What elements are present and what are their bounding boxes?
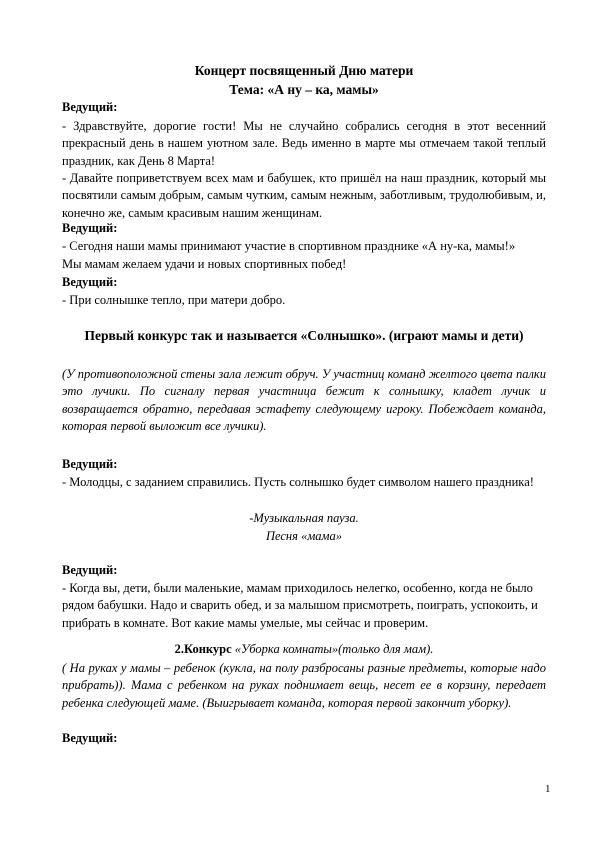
host-label: Ведущий: — [62, 275, 118, 289]
contest-1-host-text: - Молодцы, с заданием справились. Пусть солнышко будет символом нашего праздника! — [62, 475, 534, 489]
intro-paragraph-2: - Давайте поприветствуем всех мам и бабушек, кто пришёл на наш праздник, который мы посвятили самым добрым, самым чутким, самым нежным, заботливым, трудолюбивым, и, конечно же, самым красивым нашим женщинам. — [62, 171, 546, 220]
intro-paragraph-3-line-1: - Сегодня наши мамы принимают участие в спортивном празднике «А ну-ка, мамы!» — [62, 239, 516, 253]
host-label: Ведущий: — [62, 731, 118, 745]
song-title: Песня «мама» — [265, 529, 343, 543]
proverb: - При солнышке тепло, при матери добро. — [62, 293, 286, 307]
host-label: Ведущий: — [62, 457, 118, 471]
page-number: 1 — [545, 783, 551, 795]
contest-2-heading-number: 2.Конкурс — [174, 642, 232, 656]
intro-paragraph-3-line-2: Мы мамам желаем удачи и новых спортивных побед! — [62, 257, 347, 271]
contest-2-heading-title: «Уборка комнаты»(только для мам). — [231, 642, 434, 656]
document-theme: Тема: «А ну – ка, мамы» — [229, 82, 379, 97]
contest-2-rules: ( На руках у мамы – ребенок (кукла, на полу разбросаны разные предметы, которые надо прибрать)). Мама с ребенком на руках поднимает вещь, несет ее в корзину, передает ребенка следующей маме. (Выигрывает команда, которая первой закончит уборку). — [62, 661, 546, 710]
intro-paragraph-1: - Здравствуйте, дорогие гости! Мы не случайно собрались сегодня в этот весенний прекрасный день в нашем уютном зале. Ведь именно в марте мы отмечаем такой теплый праздник, как День 8 Марта! — [62, 119, 546, 168]
transition-paragraph: - Когда вы, дети, были маленькие, мамам приходилось нелегко, особенно, когда не было рядом бабушки. Надо и сварить обед, и за малышом присмотреть, поиграть, успокоить, и прибрать в комнате. Вот какие мамы умелые, мы сейчас и проверим. — [62, 581, 538, 630]
contest-2-heading — [62, 641, 546, 658]
host-label: Ведущий: — [62, 221, 118, 235]
contest-1-heading: Первый конкурс так и называется «Солнышко». (играют мамы и дети) — [84, 328, 524, 343]
musical-pause: -Музыкальная пауза. — [249, 511, 359, 525]
host-label: Ведущий: — [62, 100, 118, 114]
host-label: Ведущий: — [62, 563, 118, 577]
document-title: Концерт посвященный Дню матери — [194, 63, 414, 78]
contest-1-rules: (У противоположной стены зала лежит обруч. У участниц команд желтого цвета палки это лучики. По сигналу первая участница бежит к солнышку, кладет лучик и возвращается обратно, передавая эстафету следующему игроку. Побеждает команда, которая первой выложит все лучики). — [62, 367, 546, 434]
